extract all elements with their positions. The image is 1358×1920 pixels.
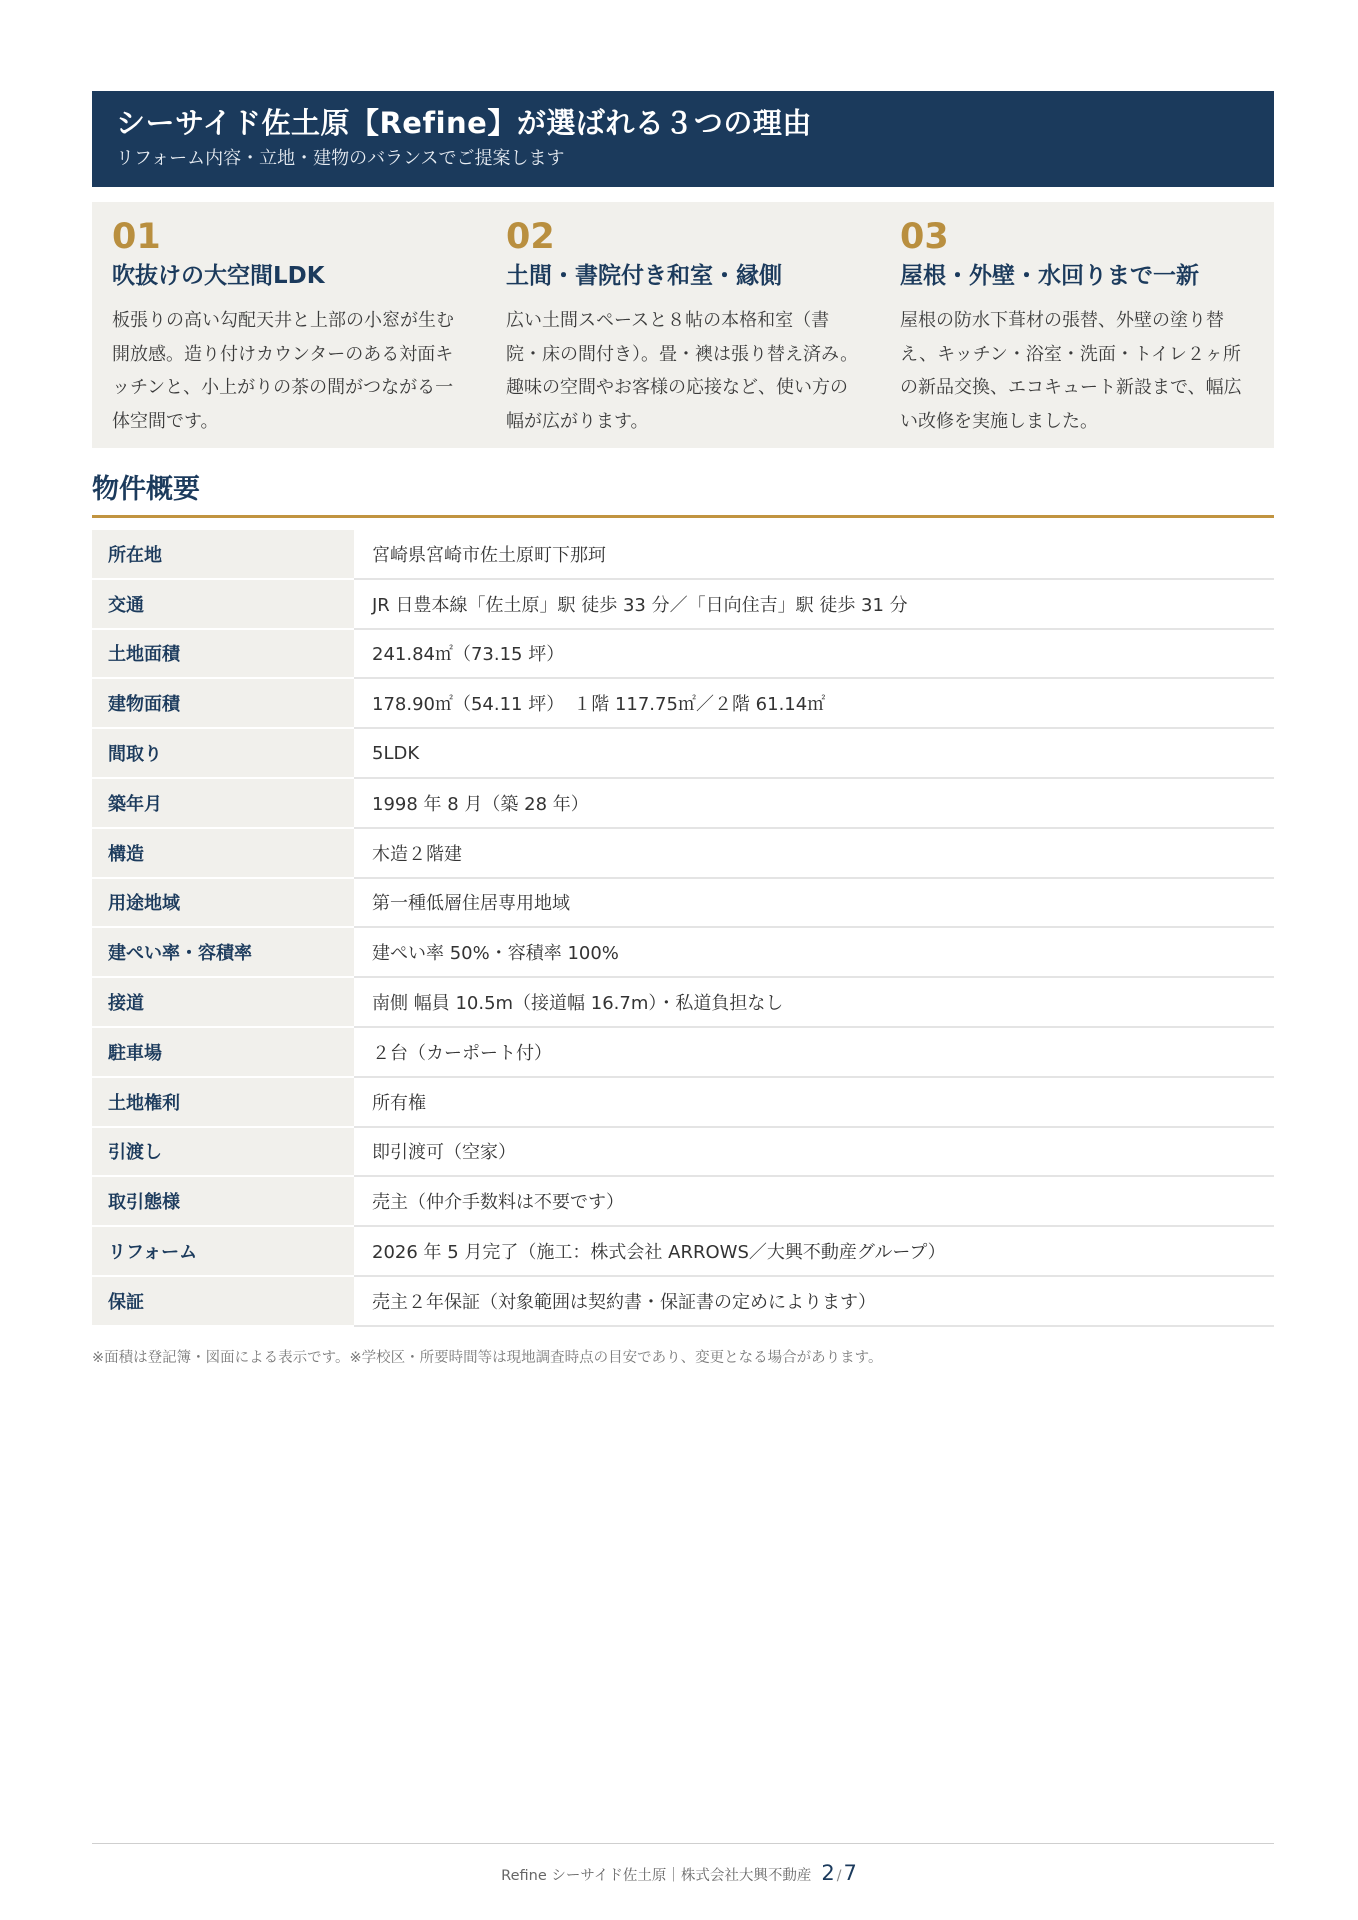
row-value: 建ぺい率 50%・容積率 100% — [372, 943, 619, 965]
row-value: 売主２年保証（対象範囲は契約書・保証書の定めによります） — [372, 1291, 876, 1313]
table-row — [92, 630, 1274, 680]
table-row — [92, 928, 1274, 978]
footer-divider — [92, 1843, 1274, 1844]
row-value: 宮崎県宮崎市佐土原町下那珂 — [372, 544, 606, 566]
row-value: 178.90㎡（54.11 坪） １階 117.75㎡／２階 61.14㎡ — [372, 694, 826, 716]
reason-title: 土間・書院付き和室・縁側 — [506, 263, 782, 289]
page-footer — [0, 1860, 1358, 1889]
page-number-total: 7 — [843, 1861, 857, 1885]
row-value: ２台（カーポート付） — [372, 1042, 552, 1064]
section-heading: 物件概要 — [92, 474, 200, 505]
table-row — [92, 530, 1274, 580]
row-value: 2026 年 5 月完了（施工：株式会社 ARROWS／大興不動産グループ） — [372, 1242, 946, 1264]
row-label: 築年月 — [92, 779, 354, 829]
table-row — [92, 1078, 1274, 1128]
row-value: 第一種低層住居専用地域 — [372, 893, 570, 915]
table-row — [92, 580, 1274, 630]
section-divider — [92, 515, 1274, 518]
reasons-panel — [92, 202, 1274, 448]
table-row — [92, 978, 1274, 1028]
reason-card — [486, 202, 880, 448]
table-row — [92, 779, 1274, 829]
reason-number: 02 — [506, 217, 555, 257]
row-label: リフォーム — [92, 1227, 354, 1277]
reason-body: 板張りの高い勾配天井と上部の小窓が生む開放感。造り付けカウンターのある対面キッチンと、小上がりの茶の間がつながる一体空間です。 — [112, 310, 454, 432]
footer-text: Refine シーサイド佐土原｜株式会社大興不動産 — [501, 1868, 812, 1884]
table-row — [92, 679, 1274, 729]
row-label: 接道 — [92, 978, 354, 1028]
property-spec-table — [92, 530, 1274, 1327]
reason-title: 吹抜けの大空間LDK — [112, 263, 325, 289]
row-label: 土地権利 — [92, 1078, 354, 1128]
row-value: JR 日豊本線「佐土原」駅 徒歩 33 分／「日向住吉」駅 徒歩 31 分 — [372, 594, 908, 616]
reason-body: 広い土間スペースと８帖の本格和室（書院・床の間付き）。畳・襖は張り替え済み。趣味の空間やお客様の応接など、使い方の幅が広がります。 — [506, 310, 859, 432]
row-value: 即引渡可（空家） — [372, 1142, 516, 1164]
row-value: 南側 幅員 10.5m（接道幅 16.7m）・私道負担なし — [372, 993, 784, 1015]
page-number-separator: / — [836, 1868, 842, 1884]
row-value: 5LDK — [372, 742, 420, 764]
banner-title: シーサイド佐土原【Refine】が選ばれる３つの理由 — [116, 106, 812, 140]
row-label: 用途地域 — [92, 879, 354, 929]
row-value: 所有権 — [372, 1092, 426, 1114]
row-label: 交通 — [92, 580, 354, 630]
table-row — [92, 879, 1274, 929]
row-value: 1998 年 8 月（築 28 年） — [372, 793, 589, 815]
table-row — [92, 1128, 1274, 1178]
table-row — [92, 829, 1274, 879]
table-row — [92, 729, 1274, 779]
row-value: 241.84㎡（73.15 坪） — [372, 644, 565, 666]
header-banner — [92, 91, 1274, 187]
row-value: 木造２階建 — [372, 843, 462, 865]
row-value: 売主（仲介手数料は不要です） — [372, 1192, 624, 1214]
table-row — [92, 1227, 1274, 1277]
row-label: 土地面積 — [92, 630, 354, 680]
footnote: ※面積は登記簿・図面による表示です。※学校区・所要時間等は現地調査時点の目安であり、変更となる場合があります。 — [92, 1350, 883, 1366]
page-number-current: 2 — [821, 1861, 835, 1885]
table-row — [92, 1028, 1274, 1078]
reason-number: 03 — [900, 217, 949, 257]
row-label: 保証 — [92, 1277, 354, 1327]
row-label: 間取り — [92, 729, 354, 779]
reason-number: 01 — [112, 217, 161, 257]
row-label: 駐車場 — [92, 1028, 354, 1078]
reason-title: 屋根・外壁・水回りまで一新 — [900, 263, 1199, 289]
table-row — [92, 1277, 1274, 1327]
row-label: 引渡し — [92, 1128, 354, 1178]
row-label: 所在地 — [92, 530, 354, 580]
row-label: 建ぺい率・容積率 — [92, 928, 354, 978]
row-label: 取引態様 — [92, 1177, 354, 1227]
banner-subtitle: リフォーム内容・立地・建物のバランスでご提案します — [116, 148, 565, 169]
reason-body: 屋根の防水下葺材の張替、外壁の塗り替え、キッチン・浴室・洗面・トイレ２ヶ所の新品交換、エコキュート新設まで、幅広い改修を実施しました。 — [900, 310, 1242, 432]
reason-card — [92, 202, 486, 448]
row-label: 構造 — [92, 829, 354, 879]
row-label: 建物面積 — [92, 679, 354, 729]
table-row — [92, 1177, 1274, 1227]
reason-card — [880, 202, 1274, 448]
